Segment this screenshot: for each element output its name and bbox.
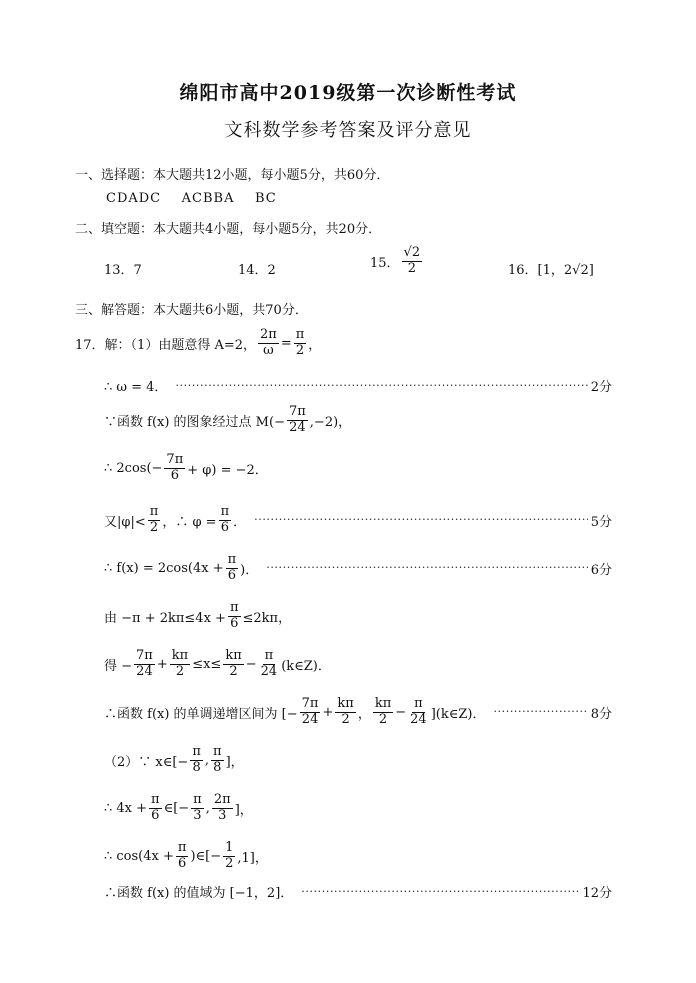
answer-15-label: 15． [370,255,400,271]
frac-numerator: π [227,552,237,567]
q17-line11-prefix: ∴ 4x + [104,800,148,816]
answer-14: 14．2 [238,263,276,278]
q17-line13-text: ∴函数 f(x) 的值域为 [−1，2]． [104,886,294,901]
q17-line1 [75,328,321,359]
q17-line6 [104,553,612,584]
q17-line12 [104,841,268,872]
frac-denominator: 24 [301,711,319,727]
answer-16 [508,259,594,278]
q17-line9-frac1 [300,697,321,728]
frac-denominator: 24 [136,663,153,679]
frac-numerator: 2π [213,792,231,807]
frac-denominator: 2 [341,711,350,727]
q17-line6-tail: )． [240,562,259,578]
frac-denominator: 6 [230,615,239,631]
frac-numerator: π [295,327,305,342]
section1-heading: 一、选择题：本大题共12小题，每小题5分，共60分． [75,168,390,183]
q17-line10-frac2 [211,745,224,776]
score-label: 5分 [590,514,612,530]
frac-denominator: 24 [260,663,278,679]
score-label: 6分 [590,562,612,578]
q17-line5-prefix: 又|φ|< [104,514,146,530]
plus-sign: + [156,656,168,672]
q17-line9-prefix: ∴函数 f(x) 的单调递增区间为 [− [104,706,298,722]
frac-denominator: 6 [170,467,179,483]
frac-numerator: π [151,792,160,807]
dot-leader [175,379,587,393]
frac-numerator: π [149,504,159,519]
q17-line5-frac2 [219,505,232,536]
frac-denominator: 24 [410,711,427,727]
q17-line3-prefix: ∵函数 f(x) 的图象经过点 M(− [104,414,285,430]
q17-line9-frac2 [335,697,355,728]
score-label: 2分 [590,380,612,395]
q17-line1-tail: ， [308,337,322,353]
q17-line11-frac3 [212,793,233,824]
q17-line8-frac1 [134,649,155,680]
q17-line12-prefix: ∴ cos(4x + [104,848,174,864]
frac-numerator: π [264,648,274,663]
frac-numerator: π [213,744,222,759]
answer-16-label: 16．[1，2 [508,263,573,278]
q17-line10-tail: ]， [225,754,244,770]
q17-line7-tail: ≤2kπ， [242,610,292,626]
dot-leader [254,513,588,527]
plus-sign: + [322,704,334,720]
q17-line11-tail: ]， [234,802,253,818]
frac-numerator: kπ [225,648,242,663]
q17-line1-prefix: 17．解：（1）由题意得 A=2， [75,337,256,353]
minus-sign: − [245,656,257,672]
minus-sign: − [395,704,407,720]
frac-numerator: 7π [136,648,153,663]
q17-line9-frac4 [408,697,429,728]
element-of: )∈[− [190,848,222,864]
frac-denominator: 6 [178,855,187,871]
q17-line1-frac2 [294,328,307,359]
section2-heading: 二、填空题：本大题共4小题，每小题5分，共20分． [75,222,382,237]
dot-leader [266,561,587,575]
frac-denominator: 2 [229,663,238,679]
q17-line9-tail: ](k∈Z)． [430,706,486,722]
answer-15-numerator: √2 [403,245,421,260]
q17-line2 [104,376,612,395]
frac-denominator: 2 [225,855,234,871]
q17-line10-frac1 [190,745,203,776]
q17-line4-prefix: ∴ 2cos(− [104,460,163,476]
q17-line11-frac2 [191,793,204,824]
score-label: 12分 [582,886,612,901]
q17-line9 [104,697,612,728]
frac-numerator: π [220,504,230,519]
q17-line7-prefix: 由 −π + 2kπ≤4x + [104,610,226,626]
frac-denominator: 2 [378,711,388,727]
q17-line8-frac4 [259,649,280,680]
q17-line3 [104,405,351,436]
frac-denominator: 2 [175,663,185,679]
q17-line8 [104,649,331,680]
q17-line12-tail: ,1]， [237,850,268,866]
answer-16-sqrt: √2 [572,263,589,278]
frac-numerator: kπ [374,696,392,711]
frac-numerator: π [414,696,423,711]
frac-numerator: 2π [260,327,277,342]
frac-numerator: kπ [171,648,189,663]
inequality: ≤x≤ [192,656,222,672]
dot-leader [301,885,579,899]
frac-denominator: 8 [213,759,222,775]
element-of: ∈[− [163,800,190,816]
frac-numerator: π [177,840,187,855]
q17-line8-frac2 [170,649,190,680]
answer-16-tail: ] [588,263,594,278]
frac-numerator: 7π [301,696,319,711]
q17-line11-frac1 [149,793,162,824]
q17-line4-tail: + φ) = −2． [187,462,268,478]
frac-numerator: kπ [337,696,354,711]
q17-line6-prefix: ∴ f(x) = 2cos(4x + [104,560,224,576]
answer-15 [370,246,424,277]
score-label: 8分 [590,706,612,722]
comma: , [205,800,210,816]
q17-line6-frac [226,553,239,584]
comma: ， [357,706,371,722]
frac-denominator: 6 [227,567,237,583]
frac-numerator: π [192,744,201,759]
q17-line5 [104,505,612,536]
q17-line5-frac1 [148,505,161,536]
frac-denominator: 8 [192,759,201,775]
dot-leader [493,705,587,719]
q17-line10 [104,745,244,776]
frac-numerator: 7π [166,452,184,467]
q17-line13 [104,882,612,901]
q17-line9-frac3 [373,697,393,728]
equals-sign: = [280,335,292,351]
frac-denominator: 3 [218,807,227,823]
q17-line8-frac3 [223,649,243,680]
q17-line12-frac2 [223,841,235,872]
doc-title: 绵阳市高中2019级第一次诊断性考试 [179,82,517,104]
frac-denominator: 2 [295,342,305,358]
q17-line1-frac1 [258,328,279,359]
comma: , [204,752,210,768]
q17-line5-tail: ． [233,514,247,530]
q17-line11 [104,793,253,824]
frac-denominator: 6 [220,519,229,535]
q17-line8-tail: (k∈Z)． [281,658,331,674]
answer-13: 13．7 [104,263,142,278]
frac-numerator: π [229,600,239,615]
q17-line2-text: ∴ ω = 4． [104,380,168,395]
answer-15-denominator: 2 [407,260,416,276]
section1-answers: CDADC ACBBA BC [106,191,277,206]
doc-subtitle: 文科数学参考答案及评分意见 [224,120,472,141]
q17-line7-frac [228,601,241,632]
q17-line8-prefix: 得 − [104,658,133,674]
q17-line3-frac [287,405,308,436]
frac-numerator: 1 [225,840,234,855]
frac-denominator: ω [263,342,274,358]
q17-line12-frac1 [176,841,189,872]
frac-denominator: 3 [193,807,202,823]
section3-heading: 三、解答题：本大题共6小题，共70分． [75,303,308,318]
q17-line4-frac [164,453,185,484]
frac-numerator: π [193,792,202,807]
frac-denominator: 2 [149,519,159,535]
q17-line4 [104,453,268,484]
frac-denominator: 24 [289,419,306,435]
q17-line10-prefix: （2）∵ x∈[− [104,754,189,770]
q17-line5-mid: ，∴ φ = [162,514,217,530]
q17-line3-tail: ,−2)， [309,414,352,430]
q17-line7 [104,601,291,632]
frac-numerator: 7π [288,404,306,419]
answer-15-fraction [402,246,423,277]
frac-denominator: 6 [151,807,160,823]
